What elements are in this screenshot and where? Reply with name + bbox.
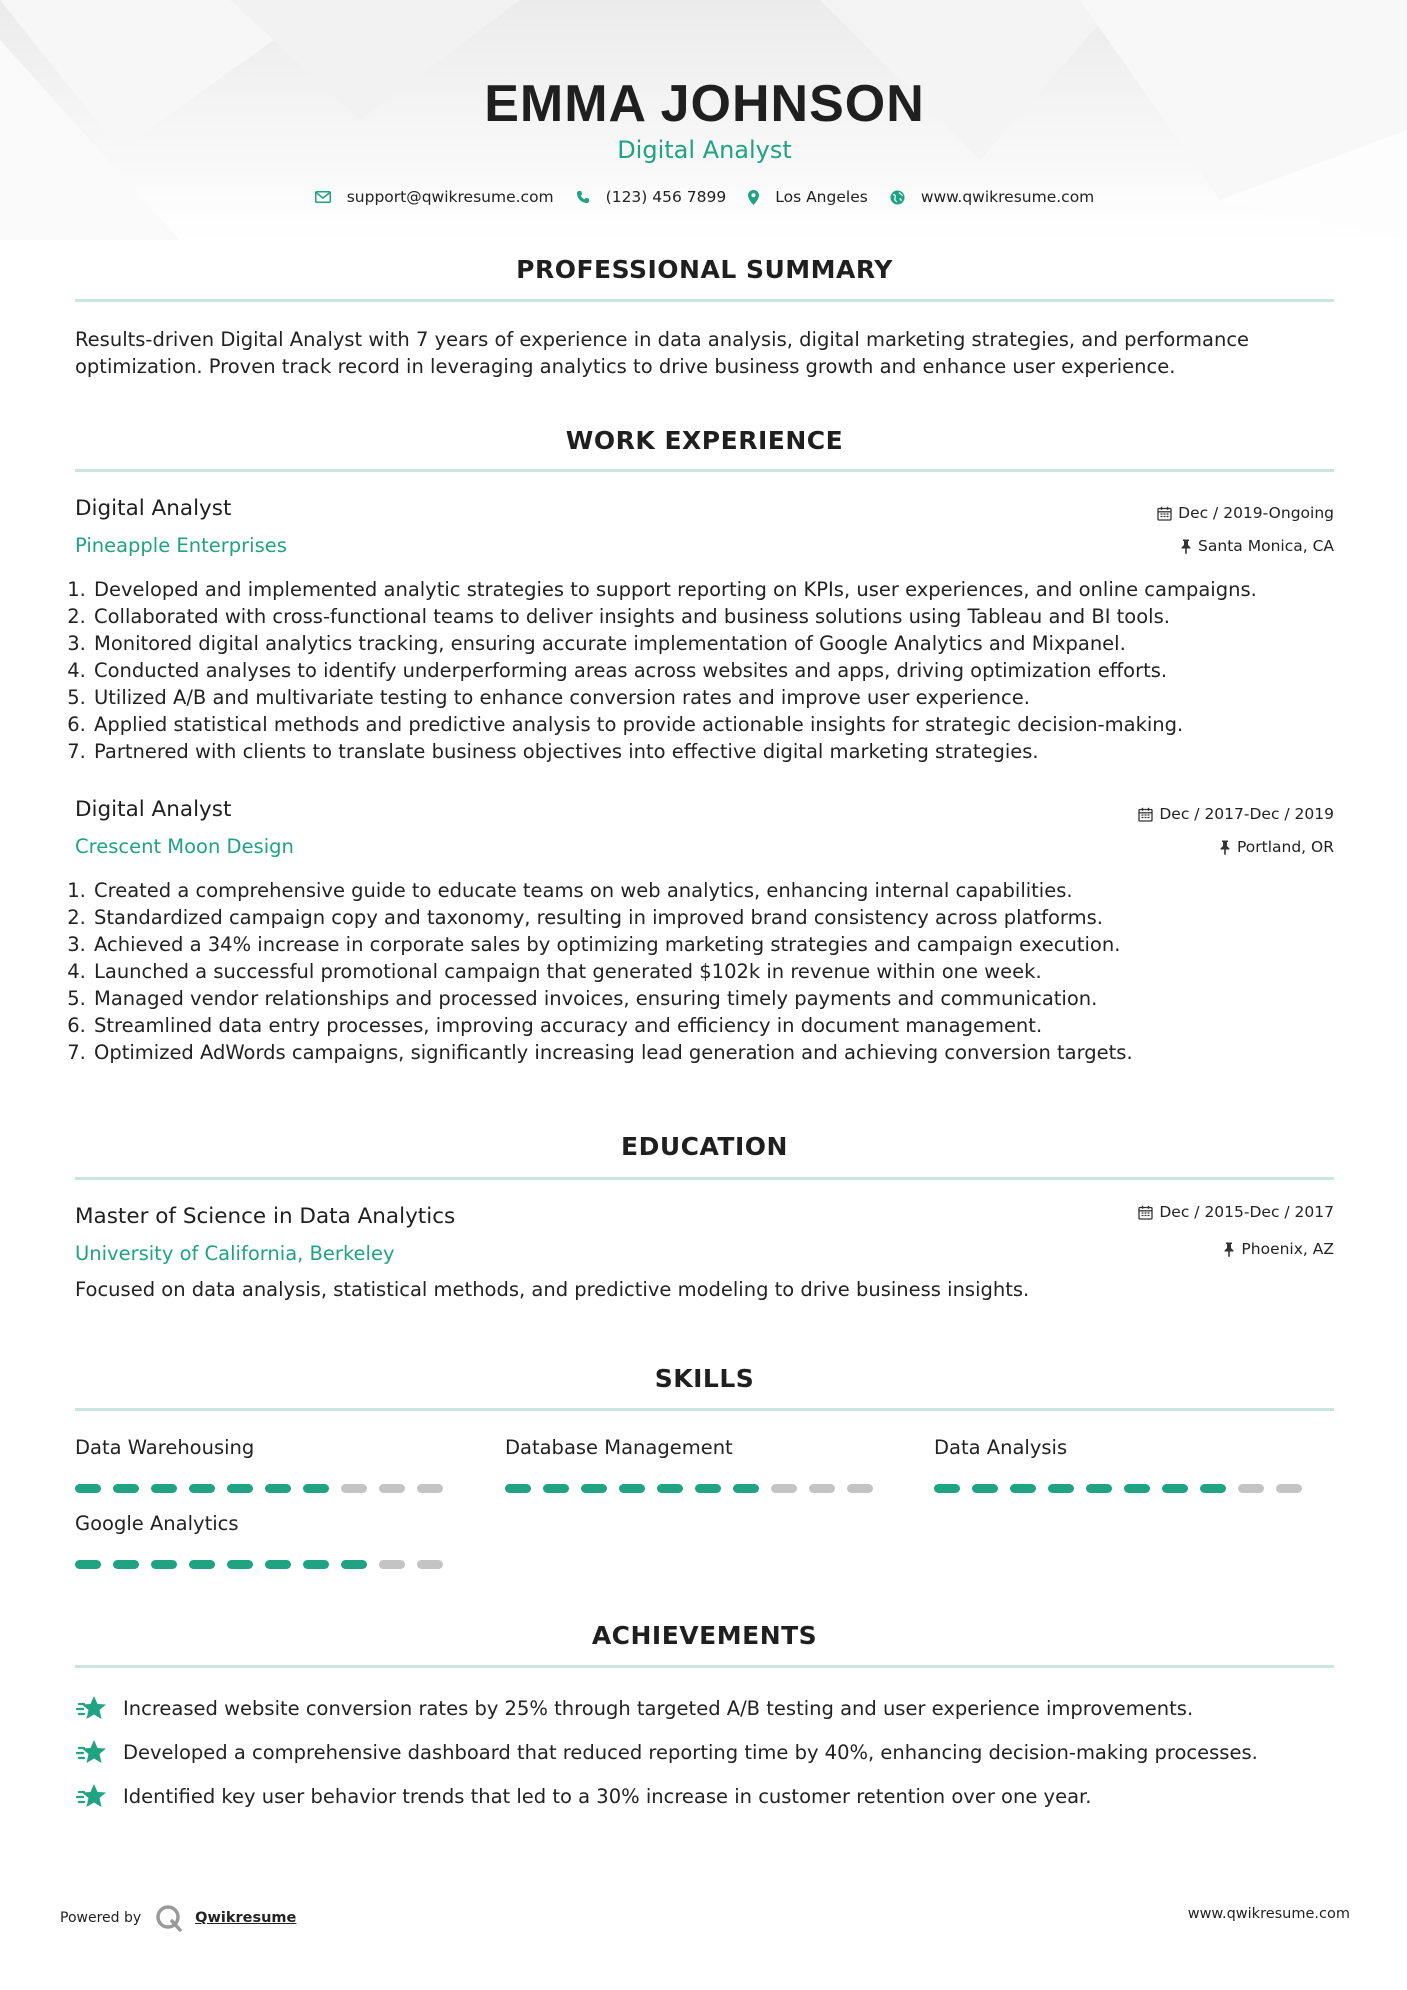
job-dates — [1157, 504, 1334, 522]
skill-item — [75, 1512, 455, 1569]
list-item: 5. Utilized A/B and multivariate testing to enhance conversion rates and improve user experience. — [92, 684, 1351, 711]
candidate-role: Digital Analyst — [617, 136, 792, 164]
job-company: Crescent Moon Design — [75, 835, 294, 858]
job-title: Digital Analyst — [75, 496, 232, 521]
skill-name: Database Management — [505, 1436, 733, 1459]
education-location — [1223, 1240, 1334, 1258]
list-item: 4. Launched a successful promotional campaign that generated $102k in revenue within one week. — [92, 958, 1351, 985]
achievement-text: Identified key user behavior trends that led to a 30% increase in customer retention over one year. — [123, 1784, 1092, 1808]
skill-dot-filled — [341, 1560, 367, 1569]
skill-dot-empty — [379, 1484, 405, 1493]
skill-dot-empty — [809, 1484, 835, 1493]
skill-dot-filled — [543, 1484, 569, 1493]
skill-dot-filled — [695, 1484, 721, 1493]
email-text: support@qwikresume.com — [346, 188, 554, 206]
education-description: Focused on data analysis, statistical methods, and predictive modeling to drive business insights. — [75, 1278, 1030, 1301]
achievement-text: Developed a comprehensive dashboard that reduced reporting time by 40%, enhancing decision-making processes. — [123, 1740, 1258, 1764]
skill-level-meter — [75, 1484, 455, 1493]
contact-email[interactable] — [315, 188, 554, 206]
contact-website[interactable] — [890, 188, 1094, 206]
skill-dot-filled — [733, 1484, 759, 1493]
skill-dot-filled — [1200, 1484, 1226, 1493]
phone-text: (123) 456 7899 — [605, 188, 727, 206]
skill-dot-filled — [303, 1484, 329, 1493]
pushpin-icon — [1219, 840, 1231, 855]
envelope-icon — [315, 191, 331, 203]
list-item: 3. Achieved a 34% increase in corporate sales by optimizing marketing strategies and campaign execution. — [92, 931, 1351, 958]
job-dates-text: Dec / 2017-Dec / 2019 — [1159, 805, 1334, 823]
skill-dot-filled — [265, 1560, 291, 1569]
list-item: 2. Collaborated with cross-functional teams to deliver insights and business solutions using Tableau and BI tools. — [92, 603, 1351, 630]
location-text: Los Angeles — [775, 188, 868, 206]
pushpin-icon — [1180, 539, 1192, 554]
candidate-name: EMMA JOHNSON — [484, 75, 925, 133]
skill-dot-filled — [1086, 1484, 1112, 1493]
skill-dot-empty — [417, 1484, 443, 1493]
job-title: Digital Analyst — [75, 797, 232, 822]
skill-dot-filled — [75, 1484, 101, 1493]
achievements-section-title: ACHIEVEMENTS — [591, 1621, 818, 1650]
skill-dot-filled — [113, 1484, 139, 1493]
skill-dot-filled — [1010, 1484, 1036, 1493]
skill-name: Data Analysis — [934, 1436, 1068, 1459]
skill-dot-empty — [771, 1484, 797, 1493]
job-company: Pineapple Enterprises — [75, 534, 287, 557]
education-dates-text: Dec / 2015-Dec / 2017 — [1159, 1203, 1334, 1221]
skill-dot-filled — [151, 1560, 177, 1569]
skill-dot-filled — [303, 1560, 329, 1569]
skill-dot-filled — [581, 1484, 607, 1493]
skill-dot-filled — [227, 1560, 253, 1569]
skill-dot-filled — [113, 1560, 139, 1569]
achievement-item — [75, 1738, 1258, 1766]
footer-website[interactable]: www.qwikresume.com — [1187, 1906, 1350, 1922]
skill-dot-filled — [657, 1484, 683, 1493]
skill-dot-empty — [847, 1484, 873, 1493]
job-location — [1219, 838, 1334, 856]
list-item: 1. Created a comprehensive guide to educate teams on web analytics, enhancing internal capabilities. — [92, 877, 1351, 904]
skill-level-meter — [505, 1484, 885, 1493]
skill-dot-empty — [417, 1560, 443, 1569]
skill-dot-filled — [151, 1484, 177, 1493]
list-item: 3. Monitored digital analytics tracking, ensuring accurate implementation of Google Analytics and Mixpanel. — [92, 630, 1351, 657]
skill-dot-filled — [1048, 1484, 1074, 1493]
section-divider — [75, 1408, 1334, 1411]
job-dates-text: Dec / 2019-Ongoing — [1178, 504, 1334, 522]
calendar-icon — [1138, 1205, 1153, 1220]
skill-dot-filled — [1124, 1484, 1150, 1493]
list-item: 2. Standardized campaign copy and taxonomy, resulting in improved brand consistency across platforms. — [92, 904, 1351, 931]
footer-powered-by — [60, 1904, 296, 1932]
list-item: 1. Developed and implemented analytic strategies to support reporting on KPIs, user experiences, and online campaigns. — [92, 576, 1351, 603]
section-divider — [75, 469, 1334, 472]
summary-section-title: PROFESSIONAL SUMMARY — [516, 255, 893, 284]
skills-section-title: SKILLS — [654, 1364, 755, 1393]
list-item: 6. Applied statistical methods and predictive analysis to provide actionable insights for strategic decision-making. — [92, 711, 1351, 738]
contact-phone[interactable] — [576, 188, 727, 206]
job-location — [1180, 537, 1334, 555]
phone-icon — [576, 190, 590, 204]
education-section-title: EDUCATION — [621, 1132, 788, 1161]
skill-dot-filled — [189, 1560, 215, 1569]
calendar-icon — [1138, 807, 1153, 822]
star-badge-icon — [75, 1694, 107, 1722]
skill-name: Google Analytics — [75, 1512, 239, 1535]
powered-by-label: Powered by — [60, 1910, 142, 1926]
skill-level-meter — [75, 1560, 455, 1569]
skill-dot-empty — [341, 1484, 367, 1493]
skill-dot-filled — [265, 1484, 291, 1493]
skill-item — [505, 1436, 885, 1493]
skill-dot-filled — [972, 1484, 998, 1493]
website-text: www.qwikresume.com — [920, 188, 1095, 206]
education-degree: Master of Science in Data Analytics — [75, 1204, 456, 1229]
section-divider — [75, 1177, 1334, 1180]
skill-dot-filled — [934, 1484, 960, 1493]
achievement-text: Increased website conversion rates by 25% through targeted A/B testing and user experience improvements. — [123, 1696, 1194, 1720]
contact-bar — [75, 188, 1334, 206]
skill-dot-empty — [1276, 1484, 1302, 1493]
skill-name: Data Warehousing — [75, 1436, 255, 1459]
qwikresume-link[interactable]: Qwikresume — [195, 1910, 297, 1926]
job-location-text: Portland, OR — [1236, 838, 1334, 856]
education-location-text: Phoenix, AZ — [1241, 1240, 1334, 1258]
skill-dot-empty — [379, 1560, 405, 1569]
star-badge-icon — [75, 1782, 107, 1810]
list-item: 6. Streamlined data entry processes, improving accuracy and efficiency in document management. — [92, 1012, 1351, 1039]
pushpin-icon — [1223, 1242, 1235, 1257]
skill-item — [75, 1436, 455, 1493]
job-bullet-list — [75, 576, 1351, 765]
skill-dot-filled — [75, 1560, 101, 1569]
job-location-text: Santa Monica, CA — [1198, 537, 1334, 555]
map-pin-icon — [748, 190, 759, 205]
job-bullet-list — [75, 877, 1351, 1066]
list-item: 4. Conducted analyses to identify underperforming areas across websites and apps, driving optimization efforts. — [92, 657, 1351, 684]
skill-dot-empty — [1238, 1484, 1264, 1493]
skill-dot-filled — [189, 1484, 215, 1493]
list-item: 7. Optimized AdWords campaigns, significantly increasing lead generation and achieving conversion targets. — [92, 1039, 1351, 1066]
calendar-icon — [1157, 506, 1172, 521]
skill-dot-filled — [227, 1484, 253, 1493]
section-divider — [75, 1665, 1334, 1668]
skill-dot-filled — [505, 1484, 531, 1493]
section-divider — [75, 299, 1334, 302]
experience-section-title: WORK EXPERIENCE — [565, 426, 844, 455]
education-school: University of California, Berkeley — [75, 1242, 395, 1265]
job-dates — [1138, 805, 1334, 823]
skill-item — [934, 1436, 1314, 1493]
skill-dot-filled — [1162, 1484, 1188, 1493]
skill-level-meter — [934, 1484, 1314, 1493]
achievement-item — [75, 1782, 1091, 1810]
achievement-item — [75, 1694, 1193, 1722]
contact-location — [748, 188, 868, 206]
skill-dot-filled — [619, 1484, 645, 1493]
globe-icon — [890, 190, 905, 205]
qwikresume-logo-icon — [155, 1904, 183, 1932]
star-badge-icon — [75, 1738, 107, 1766]
list-item: 7. Partnered with clients to translate business objectives into effective digital marketing strategies. — [92, 738, 1351, 765]
list-item: 5. Managed vendor relationships and processed invoices, ensuring timely payments and communication. — [92, 985, 1351, 1012]
summary-text: Results-driven Digital Analyst with 7 years of experience in data analysis, digital marketing strategies, and performance optimization. Proven track record in leveraging analytics to drive business growth and enhance user experience. — [75, 328, 1250, 378]
education-dates — [1138, 1203, 1334, 1221]
